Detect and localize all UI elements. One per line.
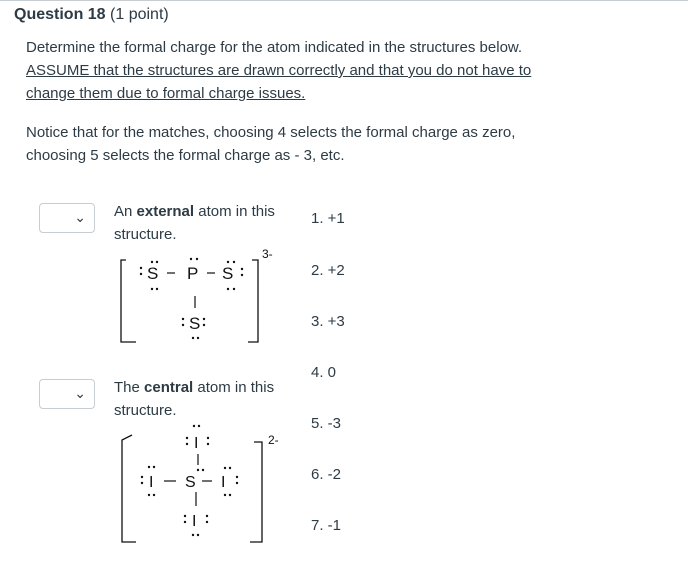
question-points: (1 point) (110, 6, 169, 23)
answer-option-2: 2. +2 (311, 262, 345, 279)
right-bracket (248, 260, 258, 342)
right-bracket (250, 442, 262, 542)
instructions (26, 36, 586, 105)
prompt-text: The (114, 379, 145, 396)
atom-right: S (222, 264, 234, 283)
answer-option-3: 3. +3 (311, 313, 345, 330)
atom-center: S (185, 474, 196, 491)
answer-option-4: 4. 0 (311, 364, 337, 381)
instructions-line: Determine the formal charge for the atom indicated in the structures below. (26, 39, 523, 56)
atom-top: I (194, 435, 199, 452)
prompt-bold: external (136, 203, 195, 220)
atom-right: I (221, 474, 226, 491)
atom-left: I (149, 474, 154, 491)
answer-option-1: 1. +1 (311, 210, 345, 227)
atom-left: S (147, 264, 159, 283)
charge-label: 2- (268, 433, 279, 447)
prompt-text: An (114, 203, 137, 220)
atom-bottom: I (192, 513, 197, 530)
prompt-text: atom in this (193, 379, 275, 396)
atom-bottom: S (189, 314, 201, 333)
atom-center: P (187, 264, 199, 283)
lewis-structure-2 (112, 420, 297, 550)
assumption-line-1: ASSUME that the structures are drawn correctly and that you do not have to (26, 62, 532, 79)
assumption-line-2: change them due to formal charge issues. (26, 85, 306, 102)
left-bracket (122, 435, 136, 542)
notice (26, 121, 586, 167)
question-label: Question 18 (14, 6, 106, 23)
notice-line-2: choosing 5 selects the formal charge as - 3, etc. (26, 147, 345, 164)
match-select-2[interactable] (39, 379, 95, 409)
answer-option-6: 6. -2 (311, 466, 342, 483)
answer-option-7: 7. -1 (311, 517, 342, 534)
answer-option-5: 5. -3 (311, 415, 342, 432)
match-prompt-2 (114, 376, 294, 422)
question-header (0, 0, 688, 33)
match-select-1[interactable] (39, 203, 95, 233)
left-bracket (121, 260, 136, 342)
lewis-structure-1 (112, 242, 292, 352)
match-prompt-1 (114, 200, 294, 246)
prompt-bold: central (144, 379, 194, 396)
chevron-down-icon: ⌄ (74, 385, 86, 401)
prompt-text: atom in this (194, 203, 275, 220)
chevron-down-icon: ⌄ (74, 209, 86, 225)
prompt-text: structure. (114, 402, 177, 419)
notice-line-1: Notice that for the matches, choosing 4 selects the formal charge as zero, (26, 124, 516, 141)
charge-label: 3- (262, 247, 273, 261)
question-title (14, 6, 169, 24)
prompt-text: structure. (114, 226, 177, 243)
